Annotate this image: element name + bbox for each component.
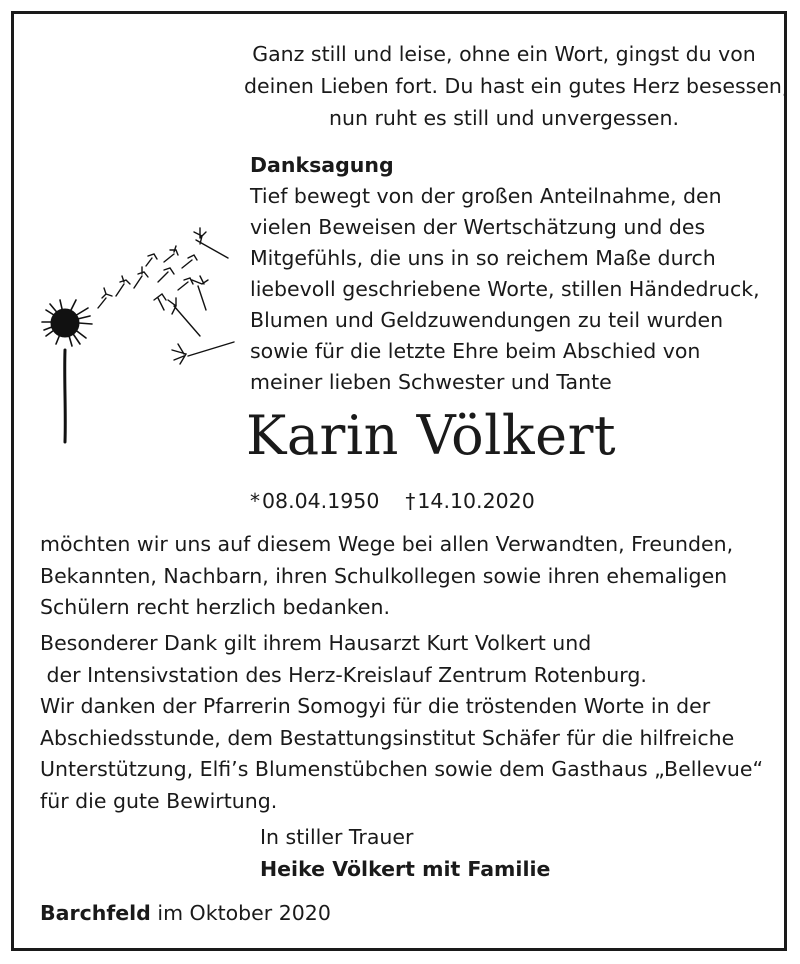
thanks-block — [250, 150, 760, 398]
heading: Danksagung — [250, 153, 394, 177]
poem — [244, 38, 789, 134]
obituary-frame — [11, 11, 787, 951]
body-line: der Intensivstation des Herz-Kreislauf Zentrum Rotenburg. — [40, 662, 647, 687]
body-line: Unterstützung, Elfi’s Blumenstübchen sowie dem Gasthaus „Bellevue“ — [40, 757, 764, 781]
place-date — [40, 898, 331, 929]
body-line: für die gute Bewirtung. — [40, 788, 278, 813]
poem-line: nun ruht es still und unvergessen. — [328, 106, 679, 130]
body-paragraph-1 — [40, 529, 733, 624]
thanks-line: Tief bewegt von der großen Anteilnahme, den — [250, 184, 722, 208]
body-line: Schülern recht herzlich bedanken. — [40, 595, 390, 619]
closing-line: In stiller Trauer — [260, 825, 414, 849]
body-line: Abschiedsstunde, dem Bestattungsinstitut Schäfer für die hilfreiche — [40, 725, 735, 750]
closing — [260, 822, 550, 885]
body-line: Bekannten, Nachbarn, ihren Schulkollegen sowie ihren ehemaligen — [40, 563, 728, 588]
body-line: möchten wir uns auf diesem Wege bei allen Verwandten, Freunden, — [40, 532, 734, 556]
life-dates — [250, 486, 535, 516]
birth-date: 08.04.1950 — [262, 489, 380, 513]
thanks-line: vielen Beweisen der Wertschätzung und des — [250, 215, 706, 239]
death-date: 14.10.2020 — [417, 489, 535, 513]
thanks-line: meiner lieben Schwester und Tante — [250, 370, 612, 394]
birth-symbol: * — [250, 489, 260, 513]
body-line: Wir danken der Pfarrerin Somogyi für die tröstenden Worte in der — [40, 694, 711, 718]
place: Barchfeld — [40, 901, 151, 925]
place-date-text: im Oktober 2020 — [157, 901, 331, 925]
poem-line: deinen Lieben fort. Du hast ein gutes Herz besessen, — [244, 74, 789, 98]
signatory: Heike Völkert mit Familie — [260, 856, 551, 881]
body-line: Besonderer Dank gilt ihrem Hausarzt Kurt Volkert und — [40, 631, 592, 655]
death-symbol: † — [405, 489, 416, 513]
thanks-line: liebevoll geschriebene Worte, stillen Händedruck, — [250, 277, 760, 301]
deceased-name: Karin Völkert — [246, 404, 617, 467]
thanks-line: sowie für die letzte Ehre beim Abschied von — [250, 339, 701, 363]
thanks-line: Blumen und Geldzuwendungen zu teil wurden — [250, 308, 724, 332]
poem-line: Ganz still und leise, ohne ein Wort, gingst du von — [252, 42, 756, 66]
thanks-line: Mitgefühls, die uns in so reichem Maße durch — [250, 246, 716, 270]
body-paragraph-2 — [40, 628, 763, 817]
dandelion-icon — [28, 210, 248, 450]
